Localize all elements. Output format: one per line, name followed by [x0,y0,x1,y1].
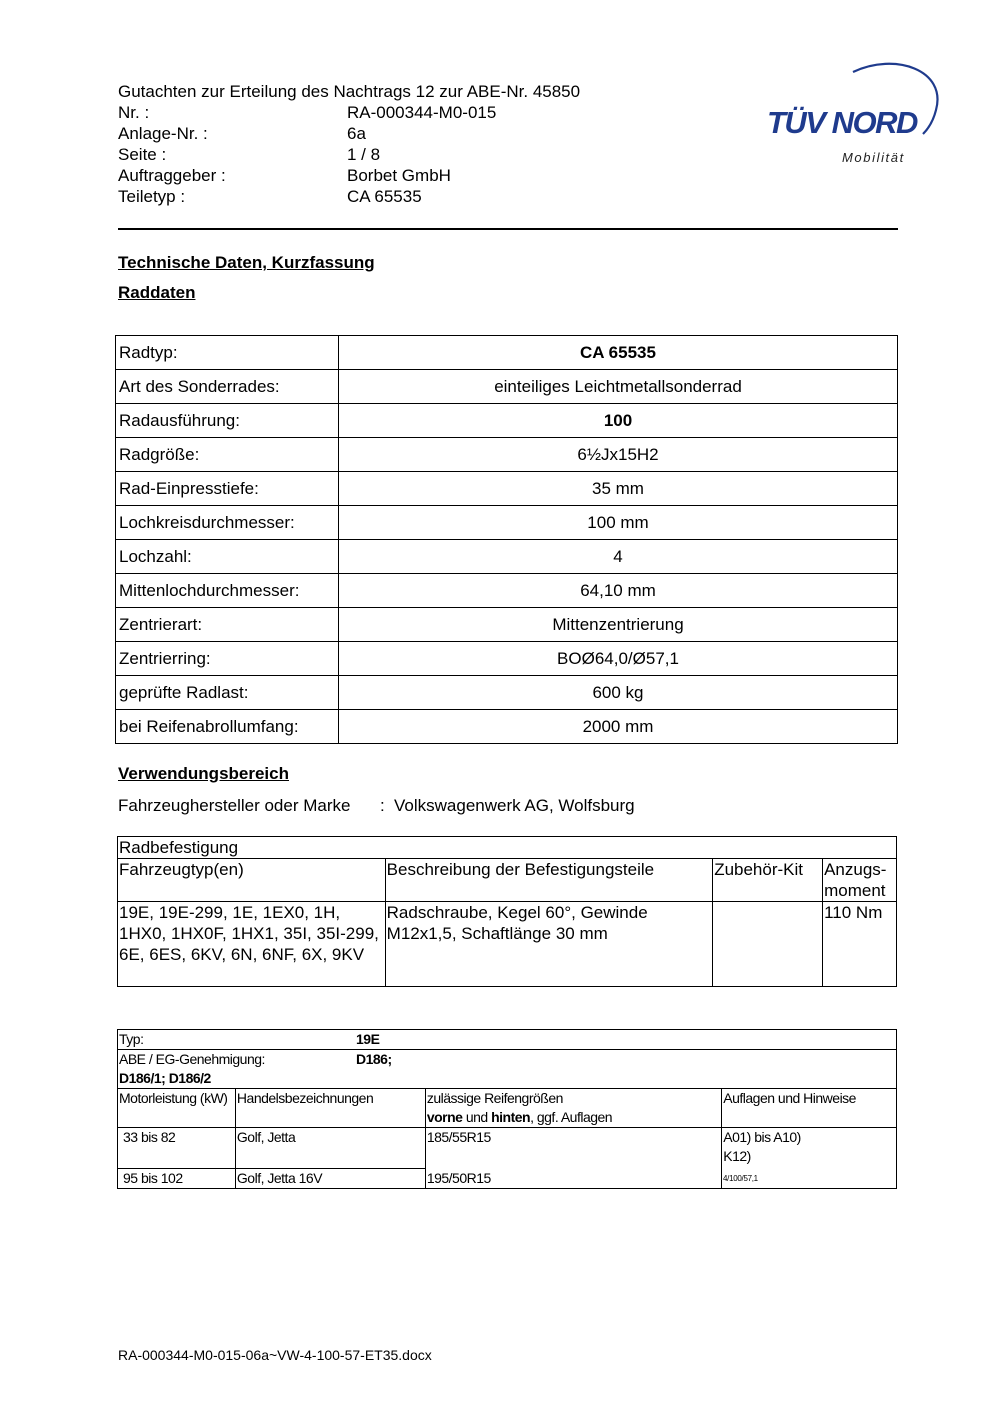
handel-cell: Golf, Jetta 16V [235,1169,425,1189]
abe-cell-spacer [425,1050,896,1089]
header-row-teiletyp [118,186,580,207]
table-row [116,438,898,472]
reifen-header-vorne: vorne [426,1109,463,1125]
vehicle-types-cell: 19E, 19E-299, 1E, 1EX0, 1H, 1HX0, 1HX0F, 1HX1, 35I, 35I-299, 6E, 6ES, 6KV, 6N, 6NF, 6X, 9KV [118,902,386,987]
column-header: Auflagen und Hinweise [722,1089,897,1128]
reifen-cell: 185/55R15 [425,1128,721,1169]
reifen-header-tail: , ggf. Auflagen [530,1109,613,1125]
row-value: BOØ64,0/Ø57,1 [339,642,898,676]
column-header [425,1089,721,1128]
table-row [116,370,898,404]
column-header: Beschreibung der Befestigungsteile [385,859,713,902]
header-value: 6a [347,124,366,143]
manufacturer-line [118,795,635,816]
reifen-header-hinten: hinten [491,1109,531,1125]
table-row [116,676,898,710]
raddaten-table [115,335,898,744]
header-label: Seite : [118,145,167,164]
header-divider [118,228,898,230]
table-row [116,710,898,744]
table-row [116,404,898,438]
column-header: Fahrzeugtyp(en) [118,859,386,902]
table-row [116,506,898,540]
raddaten-title: Raddaten [118,283,196,302]
tuv-nord-logo [765,58,945,170]
header-value: Borbet GmbH [347,166,451,185]
section-title: Technische Daten, Kurzfassung [118,253,375,272]
row-label: bei Reifenabrollumfang: [116,710,339,744]
typ-value: 19E [356,1031,380,1047]
header-row-anlage [118,123,580,144]
row-label: geprüfte Radlast: [116,676,339,710]
table-row [118,902,897,987]
row-label: Mittenlochdurchmesser: [116,574,339,608]
header-label: Anlage-Nr. : [118,124,208,143]
row-label: Lochzahl: [116,540,339,574]
header-label: Nr. : [118,103,150,122]
header-label: Auftraggeber : [118,166,226,185]
table-row [118,1050,897,1089]
row-label: Lochkreisdurchmesser: [116,506,339,540]
row-value: 600 kg [339,676,898,710]
table-row [116,642,898,676]
footer-filename: RA-000344-M0-015-06a~VW-4-100-57-ET35.docx [118,1347,432,1363]
verwendung-title: Verwendungsbereich [118,764,289,783]
logo-subtitle: Mobilität [842,150,905,165]
column-header: Motorleistung (kW) [118,1089,236,1128]
reifen-cell: 195/50R15 [425,1169,721,1189]
accessory-kit-cell [713,902,823,987]
row-value: 35 mm [339,472,898,506]
table-row [116,574,898,608]
header-value: CA 65535 [347,187,422,206]
row-value: 100 [339,404,898,438]
row-value: 6½Jx15H2 [339,438,898,472]
row-label: Zentrierring: [116,642,339,676]
column-header: Zubehör-Kit [713,859,823,902]
reifen-header-line1: zulässige Reifengrößen [426,1090,563,1106]
motor-cell: 95 bis 102 [118,1169,236,1189]
row-label: Radausführung: [116,404,339,438]
wheel-code: 4/100/57,1 [723,1174,758,1183]
header-row-auftraggeber [118,165,580,186]
header-row-nr [118,102,580,123]
row-value: 64,10 mm [339,574,898,608]
table-header-row [118,859,897,902]
auflagen-line1: A01) bis A10) [723,1129,801,1145]
table-row [116,472,898,506]
motor-cell: 33 bis 82 [118,1128,236,1169]
document-header [118,81,580,207]
column-header: Anzugs-moment [823,859,897,902]
vehicle-type-table [117,1029,897,1189]
table-row [118,1128,897,1169]
table-row [116,336,898,370]
typ-cell-spacer [425,1030,896,1050]
auflagen-line2: K12) [723,1148,751,1164]
abe-value: D186; D186/1; D186/2 [119,1051,392,1086]
header-value: RA-000344-M0-015 [347,103,497,122]
table-row [116,608,898,642]
row-label: Radgröße: [116,438,339,472]
radbefestigung-title: Radbefestigung [118,837,897,859]
table-header-row [118,1089,897,1128]
manufacturer-value: Volkswagenwerk AG, Wolfsburg [394,796,635,815]
row-value: 4 [339,540,898,574]
manufacturer-separator: : [380,796,385,815]
abe-label: ABE / EG-Genehmigung: [119,1051,265,1067]
abe-cell [118,1050,426,1089]
torque-cell: 110 Nm [823,902,897,987]
table-row [116,540,898,574]
logo-brand: TÜV NORD [767,105,917,140]
radbefestigung-table [117,836,897,987]
typ-cell [118,1030,426,1050]
row-value: einteiliges Leichtmetallsonderrad [339,370,898,404]
header-label: Teiletyp : [118,187,186,206]
document-title: Gutachten zur Erteilung des Nachtrags 12 zur ABE-Nr. 45850 [118,82,581,101]
row-label: Art des Sonderrades: [116,370,339,404]
column-header: Handelsbezeichnungen [235,1089,425,1128]
manufacturer-label: Fahrzeughersteller oder Marke [118,796,351,815]
reifen-header-und: und [462,1109,492,1125]
header-row-seite [118,144,580,165]
row-label: Radtyp: [116,336,339,370]
row-value: Mittenzentrierung [339,608,898,642]
handel-cell: Golf, Jetta [235,1128,425,1169]
table-row [118,1030,897,1050]
row-value: 2000 mm [339,710,898,744]
typ-label: Typ: [119,1031,144,1047]
row-value: 100 mm [339,506,898,540]
row-value: CA 65535 [339,336,898,370]
row-label: Rad-Einpresstiefe: [116,472,339,506]
fastener-description-cell: Radschraube, Kegel 60°, Gewinde M12x1,5, Schaftlänge 30 mm [385,902,713,987]
header-value: 1 / 8 [347,145,381,164]
table-row [118,837,897,859]
row-label: Zentrierart: [116,608,339,642]
